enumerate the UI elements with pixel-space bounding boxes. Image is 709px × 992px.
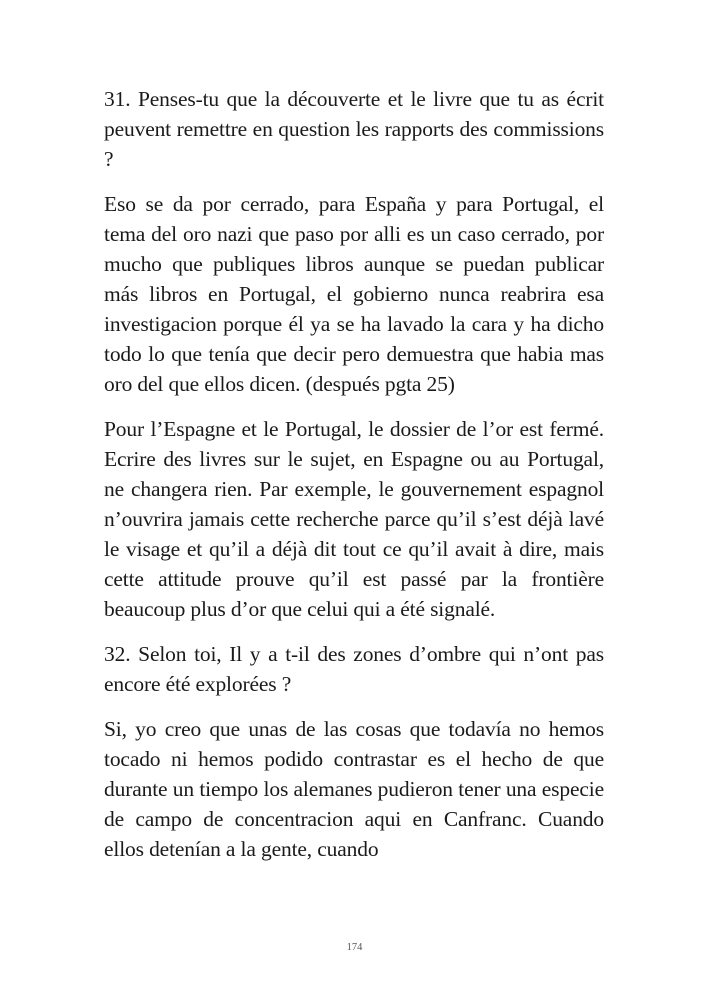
question-31: 31. Penses-tu que la découverte et le livre que tu as écrit peuvent remettre en question les rapports des commissions ?	[104, 87, 604, 171]
answer-31-spanish: Eso se da por cerrado, para España y para Portugal, el tema del oro nazi que paso por alli es un caso cerrado, por mucho que publiques libros aunque se puedan publicar más libros en Portugal, el gobierno nunca reabrira esa investigacion porque él ya se ha lavado la cara y ha dicho todo lo que tenía que decir pero demuestra que habia mas oro del que ellos dicen. (después pgta 25)	[104, 192, 604, 396]
answer-31-french: Pour l’Espagne et le Portugal, le dossier de l’or est fermé. Ecrire des livres sur le sujet, en Espagne ou au Portugal, ne changera rien. Par exemple, le gouvernement espagnol n’ouvrira jamais cette recherche parce qu’il s’est déjà lavé le visage et qu’il a déjà dit tout ce qu’il avait à dire, mais cette attitude prouve qu’il est passé par la frontière beaucoup plus d’or que celui qui a été signalé.	[104, 417, 604, 621]
answer-32-spanish: Si, yo creo que unas de las cosas que todavía no hemos tocado ni hemos podido contrastar es el hecho de que durante un tiempo los alemanes pudieron tener una especie de campo de concentracion aqui en Canfranc. Cuando ellos detenían a la gente, cuando	[104, 717, 604, 861]
page-body	[104, 84, 604, 864]
page-number: 174	[346, 942, 363, 953]
question-32: 32. Selon toi, Il y a t-il des zones d’ombre qui n’ont pas encore été explorées ?	[104, 642, 604, 696]
